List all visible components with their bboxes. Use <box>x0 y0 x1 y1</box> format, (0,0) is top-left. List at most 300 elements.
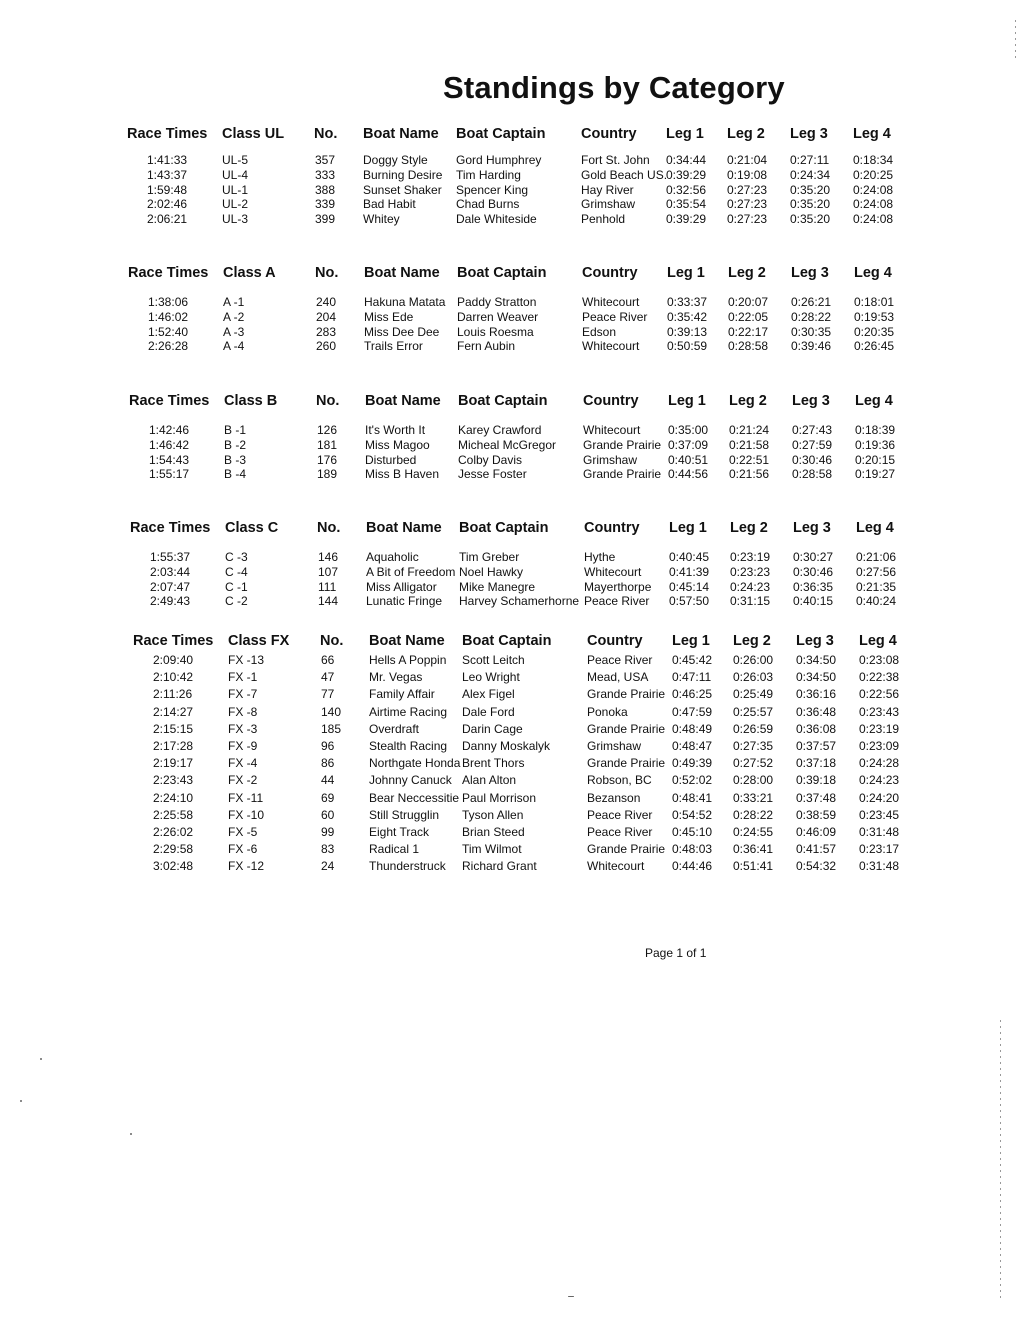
cell-leg4: 0:22:38 <box>859 670 900 685</box>
cell-boat: Trails Error <box>364 339 423 354</box>
cell-country: Penhold <box>581 212 626 227</box>
table-row <box>0 842 1020 858</box>
cell-leg3: 0:34:50 <box>796 670 837 685</box>
table-row <box>0 339 1020 355</box>
column-header-race-times: Race Times <box>130 520 211 536</box>
column-header-boat-captain: Boat Captain <box>459 520 549 536</box>
cell-leg1: 0:48:03 <box>672 842 713 857</box>
cell-time: 1:54:43 <box>149 452 190 467</box>
cell-time: 2:17:28 <box>153 739 194 753</box>
cell-no: 96 <box>321 739 335 753</box>
cell-boat: Hells A Poppin <box>369 653 447 667</box>
cell-no: 24 <box>321 859 335 874</box>
cell-country: Edson <box>582 324 617 339</box>
cell-leg4: 0:18:34 <box>853 153 894 167</box>
cell-leg3: 0:54:32 <box>796 859 837 874</box>
section-header-row <box>0 393 1020 409</box>
scan-edge-line <box>1015 20 1016 60</box>
cell-boat: Family Affair <box>369 687 435 702</box>
cell-captain: Mike Manegre <box>459 579 536 594</box>
cell-time: 1:59:48 <box>147 182 188 197</box>
column-header-boat-name: Boat Name <box>363 126 439 142</box>
cell-no: 333 <box>315 167 336 182</box>
cell-country: Gold Beach US. <box>581 167 668 182</box>
cell-captain: Brent Thors <box>462 756 525 771</box>
table-row <box>0 153 1020 169</box>
column-header-boat-captain: Boat Captain <box>458 393 548 409</box>
cell-leg1: 0:46:25 <box>672 687 713 702</box>
table-row <box>0 453 1020 469</box>
cell-leg1: 0:48:47 <box>672 739 713 753</box>
column-header-country: Country <box>581 126 637 142</box>
cell-country: Mead, USA <box>587 670 649 685</box>
cell-no: 47 <box>321 670 335 685</box>
column-header-leg3: Leg 3 <box>790 126 828 142</box>
cell-leg1: 0:35:00 <box>668 423 709 437</box>
scan-edge-line <box>1000 1020 1001 1300</box>
cell-captain: Tim Harding <box>456 167 521 182</box>
cell-country: Ponoka <box>587 704 628 719</box>
cell-no: 388 <box>315 182 336 197</box>
column-header-leg2: Leg 2 <box>730 520 768 536</box>
column-header-leg4: Leg 4 <box>854 265 892 281</box>
cell-boat: Mr. Vegas <box>369 670 423 685</box>
cell-leg4: 0:23:19 <box>859 721 900 736</box>
column-header-boat-captain: Boat Captain <box>462 633 552 649</box>
cell-time: 2:07:47 <box>150 579 191 594</box>
cell-leg2: 0:26:03 <box>733 670 774 685</box>
column-header-race-times: Race Times <box>133 633 214 649</box>
cell-leg4: 0:23:08 <box>859 653 900 667</box>
cell-leg3: 0:41:57 <box>796 842 837 857</box>
column-header-leg1: Leg 1 <box>669 520 707 536</box>
cell-no: 399 <box>315 212 336 227</box>
cell-leg2: 0:27:35 <box>733 739 774 753</box>
cell-cls: FX -10 <box>228 807 265 822</box>
cell-leg1: 0:40:45 <box>669 550 710 564</box>
cell-country: Robson, BC <box>587 773 652 788</box>
cell-country: Grande Prairie <box>587 687 666 702</box>
column-header-leg2: Leg 2 <box>729 393 767 409</box>
cell-captain: Chad Burns <box>456 197 520 212</box>
cell-cls: FX -4 <box>228 756 258 771</box>
cell-cls: FX -9 <box>228 739 258 753</box>
cell-leg4: 0:19:53 <box>854 309 895 324</box>
cell-leg3: 0:28:22 <box>791 309 832 324</box>
cell-leg3: 0:46:09 <box>796 825 837 839</box>
cell-leg2: 0:27:23 <box>727 182 768 197</box>
cell-cls: A -1 <box>223 295 245 309</box>
cell-leg4: 0:21:35 <box>856 579 897 594</box>
cell-boat: Hakuna Matata <box>364 295 446 309</box>
column-header-country: Country <box>584 520 640 536</box>
cell-leg2: 0:23:19 <box>730 550 771 564</box>
cell-leg4: 0:21:06 <box>856 550 897 564</box>
cell-captain: Colby Davis <box>458 452 523 467</box>
table-row <box>0 168 1020 184</box>
cell-cls: FX -12 <box>228 859 265 874</box>
cell-leg4: 0:19:36 <box>855 437 896 452</box>
table-row <box>0 722 1020 738</box>
cell-no: 86 <box>321 756 335 771</box>
table-row <box>0 550 1020 566</box>
cell-time: 1:46:42 <box>149 437 190 452</box>
cell-leg1: 0:48:41 <box>672 790 713 805</box>
cell-boat: It's Worth It <box>365 423 426 437</box>
cell-country: Grimshaw <box>587 739 642 753</box>
cell-leg2: 0:21:56 <box>729 467 770 482</box>
cell-leg2: 0:21:58 <box>729 437 770 452</box>
cell-leg3: 0:36:35 <box>793 579 834 594</box>
cell-leg1: 0:45:42 <box>672 653 713 667</box>
cell-no: 240 <box>316 295 337 309</box>
cell-cls: FX -1 <box>228 670 258 685</box>
cell-boat: Airtime Racing <box>369 704 448 719</box>
class-header: Class A <box>223 265 276 281</box>
cell-leg3: 0:35:20 <box>790 182 831 197</box>
cell-leg4: 0:24:23 <box>859 773 900 788</box>
table-row <box>0 295 1020 311</box>
cell-no: 260 <box>316 339 337 354</box>
cell-captain: Karey Crawford <box>458 423 542 437</box>
column-header-leg3: Leg 3 <box>792 393 830 409</box>
cell-cls: FX -2 <box>228 773 258 788</box>
cell-leg4: 0:18:01 <box>854 295 895 309</box>
cell-country: Whitecourt <box>584 564 642 579</box>
cell-leg1: 0:40:51 <box>668 452 709 467</box>
cell-time: 2:49:43 <box>150 594 191 609</box>
cell-country: Whitecourt <box>582 295 640 309</box>
cell-no: 283 <box>316 324 337 339</box>
cell-boat: Miss B Haven <box>365 467 440 482</box>
column-header-race-times: Race Times <box>128 265 209 281</box>
cell-leg4: 0:20:25 <box>853 167 894 182</box>
cell-leg4: 0:26:45 <box>854 339 895 354</box>
table-row <box>0 739 1020 755</box>
cell-leg2: 0:21:04 <box>727 153 768 167</box>
column-header-leg3: Leg 3 <box>791 265 829 281</box>
cell-cls: UL-5 <box>222 153 249 167</box>
cell-leg1: 0:44:46 <box>672 859 713 874</box>
cell-leg2: 0:25:49 <box>733 687 774 702</box>
cell-cls: FX -13 <box>228 653 265 667</box>
section-header-row <box>0 520 1020 536</box>
cell-boat: Miss Dee Dee <box>364 324 440 339</box>
table-row <box>0 580 1020 596</box>
cell-captain: Fern Aubin <box>457 339 516 354</box>
cell-country: Grande Prairie <box>587 756 666 771</box>
cell-boat: Miss Alligator <box>366 579 437 594</box>
column-header-leg4: Leg 4 <box>853 126 891 142</box>
cell-no: 185 <box>321 721 342 736</box>
table-row <box>0 808 1020 824</box>
cell-leg4: 0:23:43 <box>859 704 900 719</box>
cell-leg2: 0:24:55 <box>733 825 774 839</box>
cell-captain: Alan Alton <box>462 773 517 788</box>
cell-cls: C -4 <box>225 564 248 579</box>
cell-country: Peace River <box>584 594 650 609</box>
table-row <box>0 825 1020 841</box>
cell-leg3: 0:30:46 <box>793 564 834 579</box>
cell-leg2: 0:27:23 <box>727 212 768 227</box>
cell-cls: FX -8 <box>228 704 258 719</box>
cell-leg3: 0:27:59 <box>792 437 833 452</box>
cell-no: 339 <box>315 197 336 212</box>
cell-leg4: 0:19:27 <box>855 467 896 482</box>
cell-leg2: 0:22:17 <box>728 324 769 339</box>
cell-cls: B -1 <box>224 423 247 437</box>
cell-cls: C -3 <box>225 550 248 564</box>
cell-leg2: 0:27:23 <box>727 197 768 212</box>
cell-boat: Doggy Style <box>363 153 428 167</box>
cell-leg4: 0:18:39 <box>855 423 896 437</box>
cell-boat: Still Strugglin <box>369 807 440 822</box>
cell-leg1: 0:39:13 <box>667 324 708 339</box>
scan-speck <box>40 1058 42 1060</box>
table-row <box>0 773 1020 789</box>
scan-speck <box>20 1100 22 1102</box>
cell-boat: Eight Track <box>369 825 430 839</box>
cell-captain: Spencer King <box>456 182 529 197</box>
column-header-leg2: Leg 2 <box>727 126 765 142</box>
table-row <box>0 859 1020 875</box>
cell-leg3: 0:37:18 <box>796 756 837 771</box>
cell-cls: FX -6 <box>228 842 258 857</box>
cell-time: 2:23:43 <box>153 773 194 788</box>
cell-no: 99 <box>321 825 335 839</box>
cell-leg3: 0:36:16 <box>796 687 837 702</box>
cell-leg2: 0:23:23 <box>730 564 771 579</box>
cell-time: 2:25:58 <box>153 807 194 822</box>
cell-leg2: 0:31:15 <box>730 594 771 609</box>
cell-boat: Radical 1 <box>369 842 420 857</box>
cell-no: 140 <box>321 704 342 719</box>
cell-country: Grande Prairie <box>587 842 666 857</box>
cell-boat: Miss Ede <box>364 309 414 324</box>
cell-leg3: 0:27:43 <box>792 423 833 437</box>
cell-no: 66 <box>321 653 335 667</box>
cell-leg4: 0:27:56 <box>856 564 897 579</box>
column-header-leg2: Leg 2 <box>728 265 766 281</box>
table-row <box>0 565 1020 581</box>
cell-boat: Sunset Shaker <box>363 182 442 197</box>
column-header-leg1: Leg 1 <box>672 633 710 649</box>
cell-leg3: 0:26:21 <box>791 295 832 309</box>
cell-cls: A -3 <box>223 324 245 339</box>
cell-country: Peace River <box>587 825 653 839</box>
column-header-leg1: Leg 1 <box>666 126 704 142</box>
cell-boat: Thunderstruck <box>369 859 446 874</box>
cell-boat: Northgate Honda <box>369 756 461 771</box>
table-row <box>0 423 1020 439</box>
cell-leg1: 0:49:39 <box>672 756 713 771</box>
column-header-no: No. <box>317 520 341 536</box>
cell-leg4: 0:24:08 <box>853 197 894 212</box>
cell-captain: Paul Morrison <box>462 790 537 805</box>
cell-leg1: 0:35:54 <box>666 197 707 212</box>
table-row <box>0 670 1020 686</box>
cell-time: 2:26:28 <box>148 339 189 354</box>
cell-time: 1:55:37 <box>150 550 191 564</box>
column-header-leg4: Leg 4 <box>855 393 893 409</box>
cell-captain: Darren Weaver <box>457 309 539 324</box>
cell-no: 44 <box>321 773 335 788</box>
cell-leg3: 0:30:35 <box>791 324 832 339</box>
cell-time: 1:52:40 <box>148 324 189 339</box>
cell-cls: B -4 <box>224 467 247 482</box>
cell-leg3: 0:35:20 <box>790 212 831 227</box>
cell-cls: UL-1 <box>222 182 249 197</box>
cell-leg3: 0:35:20 <box>790 197 831 212</box>
cell-country: Grande Prairie <box>587 721 666 736</box>
cell-time: 2:10:42 <box>153 670 194 685</box>
cell-no: 111 <box>318 579 337 594</box>
cell-country: Hythe <box>584 550 616 564</box>
cell-boat: Stealth Racing <box>369 739 448 753</box>
cell-leg4: 0:20:15 <box>855 452 896 467</box>
cell-no: 126 <box>317 423 338 437</box>
cell-time: 2:15:15 <box>153 721 194 736</box>
cell-boat: Lunatic Fringe <box>366 594 443 609</box>
cell-leg3: 0:39:18 <box>796 773 837 788</box>
column-header-boat-name: Boat Name <box>365 393 441 409</box>
page-title: Standings by Category <box>443 70 785 105</box>
cell-leg4: 0:31:48 <box>859 859 900 874</box>
cell-leg1: 0:41:39 <box>669 564 710 579</box>
cell-captain: Richard Grant <box>462 859 537 874</box>
cell-leg1: 0:35:42 <box>667 309 708 324</box>
cell-leg2: 0:26:00 <box>733 653 774 667</box>
cell-leg1: 0:34:44 <box>666 153 707 167</box>
cell-boat: Aquaholic <box>366 550 419 564</box>
cell-cls: FX -7 <box>228 687 258 702</box>
cell-captain: Jesse Foster <box>458 467 527 482</box>
page-number: Page 1 of 1 <box>645 946 707 960</box>
cell-captain: Scott Leitch <box>462 653 525 667</box>
cell-time: 2:02:46 <box>147 197 188 212</box>
cell-captain: Dale Ford <box>462 704 515 719</box>
cell-leg1: 0:39:29 <box>666 212 707 227</box>
cell-captain: Noel Hawky <box>459 564 524 579</box>
column-header-race-times: Race Times <box>129 393 210 409</box>
cell-leg2: 0:28:58 <box>728 339 769 354</box>
cell-cls: C -1 <box>225 579 248 594</box>
cell-leg3: 0:28:58 <box>792 467 833 482</box>
section-header-row <box>0 265 1020 281</box>
cell-time: 2:24:10 <box>153 790 194 805</box>
cell-time: 1:43:37 <box>147 167 188 182</box>
cell-time: 2:29:58 <box>153 842 194 857</box>
cell-boat: Whitey <box>363 212 400 227</box>
column-header-boat-name: Boat Name <box>364 265 440 281</box>
cell-leg4: 0:23:17 <box>859 842 900 857</box>
cell-leg1: 0:52:02 <box>672 773 713 788</box>
cell-leg3: 0:27:11 <box>790 153 830 167</box>
cell-leg2: 0:28:22 <box>733 807 774 822</box>
table-row <box>0 791 1020 807</box>
cell-leg4: 0:23:09 <box>859 739 900 753</box>
cell-captain: Tyson Allen <box>462 807 524 822</box>
table-row <box>0 212 1020 228</box>
cell-leg1: 0:47:59 <box>672 704 713 719</box>
column-header-country: Country <box>582 265 638 281</box>
scan-speck <box>130 1133 132 1135</box>
column-header-leg3: Leg 3 <box>793 520 831 536</box>
cell-leg3: 0:36:08 <box>796 721 837 736</box>
cell-leg1: 0:47:11 <box>672 670 712 685</box>
cell-leg3: 0:36:48 <box>796 704 837 719</box>
cell-cls: A -2 <box>223 309 245 324</box>
cell-country: Grande Prairie <box>583 467 662 482</box>
table-row <box>0 310 1020 326</box>
cell-leg2: 0:19:08 <box>727 167 768 182</box>
cell-country: Whitecourt <box>582 339 640 354</box>
column-header-country: Country <box>587 633 643 649</box>
column-header-boat-name: Boat Name <box>366 520 442 536</box>
column-header-no: No. <box>320 633 344 649</box>
cell-leg3: 0:34:50 <box>796 653 837 667</box>
cell-leg3: 0:30:46 <box>792 452 833 467</box>
section-header-row <box>0 633 1020 649</box>
cell-captain: Gord Humphrey <box>456 153 542 167</box>
column-header-leg1: Leg 1 <box>668 393 706 409</box>
cell-leg1: 0:45:14 <box>669 579 710 594</box>
cell-leg4: 0:24:20 <box>859 790 900 805</box>
cell-leg1: 0:44:56 <box>668 467 709 482</box>
cell-captain: Danny Moskalyk <box>462 739 551 753</box>
cell-leg3: 0:40:15 <box>793 594 834 609</box>
cell-no: 69 <box>321 790 335 805</box>
cell-cls: FX -11 <box>228 790 264 805</box>
table-row <box>0 687 1020 703</box>
scan-speck <box>568 1296 574 1297</box>
class-header: Class FX <box>228 633 290 649</box>
cell-leg2: 0:24:23 <box>730 579 771 594</box>
cell-leg1: 0:54:52 <box>672 807 713 822</box>
cell-country: Peace River <box>582 309 648 324</box>
cell-leg2: 0:21:24 <box>729 423 770 437</box>
cell-leg4: 0:40:24 <box>856 594 897 609</box>
cell-leg1: 0:37:09 <box>668 437 709 452</box>
table-row <box>0 197 1020 213</box>
cell-no: 357 <box>315 153 336 167</box>
cell-leg4: 0:24:08 <box>853 212 894 227</box>
cell-leg3: 0:30:27 <box>793 550 834 564</box>
cell-leg1: 0:32:56 <box>666 182 707 197</box>
cell-leg2: 0:25:57 <box>733 704 774 719</box>
column-header-boat-name: Boat Name <box>369 633 445 649</box>
cell-time: 1:46:02 <box>148 309 189 324</box>
column-header-leg4: Leg 4 <box>859 633 897 649</box>
cell-leg3: 0:38:59 <box>796 807 837 822</box>
cell-cls: B -2 <box>224 437 247 452</box>
column-header-leg4: Leg 4 <box>856 520 894 536</box>
table-row <box>0 705 1020 721</box>
cell-cls: UL-4 <box>222 167 249 182</box>
cell-no: 107 <box>318 564 339 579</box>
cell-captain: Paddy Stratton <box>457 295 537 309</box>
cell-captain: Harvey Schamerhorne <box>459 594 580 609</box>
cell-captain: Alex Figel <box>462 687 515 702</box>
column-header-no: No. <box>316 393 340 409</box>
cell-cls: FX -3 <box>228 721 258 736</box>
cell-leg2: 0:20:07 <box>728 295 769 309</box>
table-row <box>0 325 1020 341</box>
cell-no: 181 <box>317 437 338 452</box>
column-header-leg2: Leg 2 <box>733 633 771 649</box>
cell-country: Bezanson <box>587 790 641 805</box>
cell-no: 189 <box>317 467 338 482</box>
